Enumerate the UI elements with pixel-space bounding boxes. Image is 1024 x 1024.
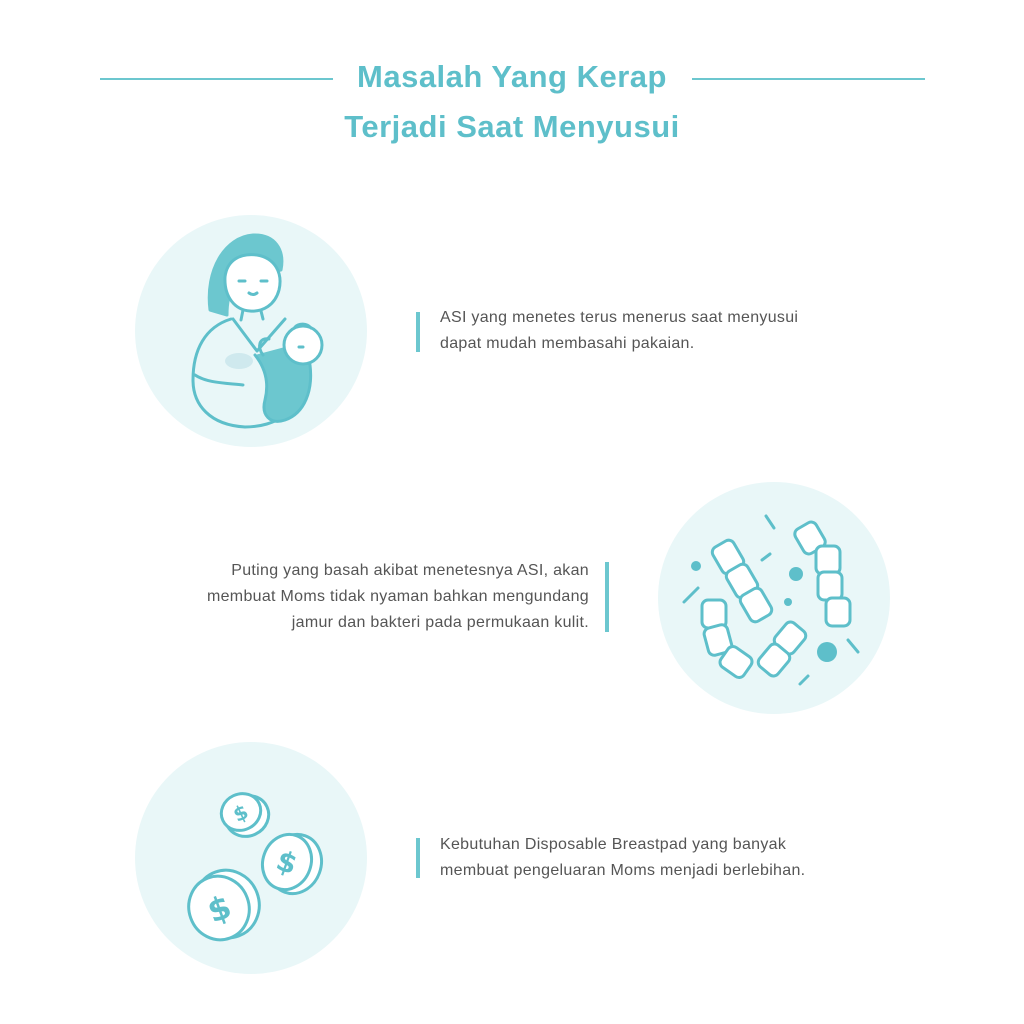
dollar-coins-icon — [135, 742, 367, 974]
item3-text-line2: membuat pengeluaran Moms menjadi berlebihan. — [440, 862, 806, 879]
item1-text-line2: dapat mudah membasahi pakaian. — [440, 335, 695, 352]
header-rule-right — [692, 78, 925, 80]
svg-text:$: $ — [229, 799, 252, 827]
item1-accent-bar — [416, 312, 420, 352]
breastfeeding-illustration — [135, 215, 367, 447]
svg-text:$: $ — [202, 887, 237, 931]
svg-text:$: $ — [272, 843, 302, 882]
coins-illustration — [135, 742, 367, 974]
item2-text — [100, 558, 589, 636]
item2-text-line1: Puting yang basah akibat menetesnya ASI, akan — [231, 562, 589, 579]
item3-accent-bar — [416, 838, 420, 878]
page-title-line2: Terjadi Saat Menyusui — [344, 109, 680, 144]
item2-text-line2: membuat Moms tidak nyaman bahkan mengundang — [206, 588, 589, 605]
item2-accent-bar — [605, 562, 609, 632]
item2-text-line3: jamur dan bakteri pada permukaan kulit. — [291, 614, 589, 631]
item3-text-line1: Kebutuhan Disposable Breastpad yang banyak — [440, 836, 787, 853]
bacteria-icon — [658, 482, 890, 714]
bacteria-illustration — [658, 482, 890, 714]
item1-text-line1: ASI yang menetes terus menerus saat menyusui — [440, 309, 799, 326]
breastfeeding-mother-icon — [135, 215, 367, 447]
header-rule-left — [100, 78, 333, 80]
page-header — [0, 52, 1024, 152]
page-title-line1: Masalah Yang Kerap — [357, 59, 667, 94]
item1-text — [440, 305, 880, 357]
item3-text — [440, 832, 900, 884]
